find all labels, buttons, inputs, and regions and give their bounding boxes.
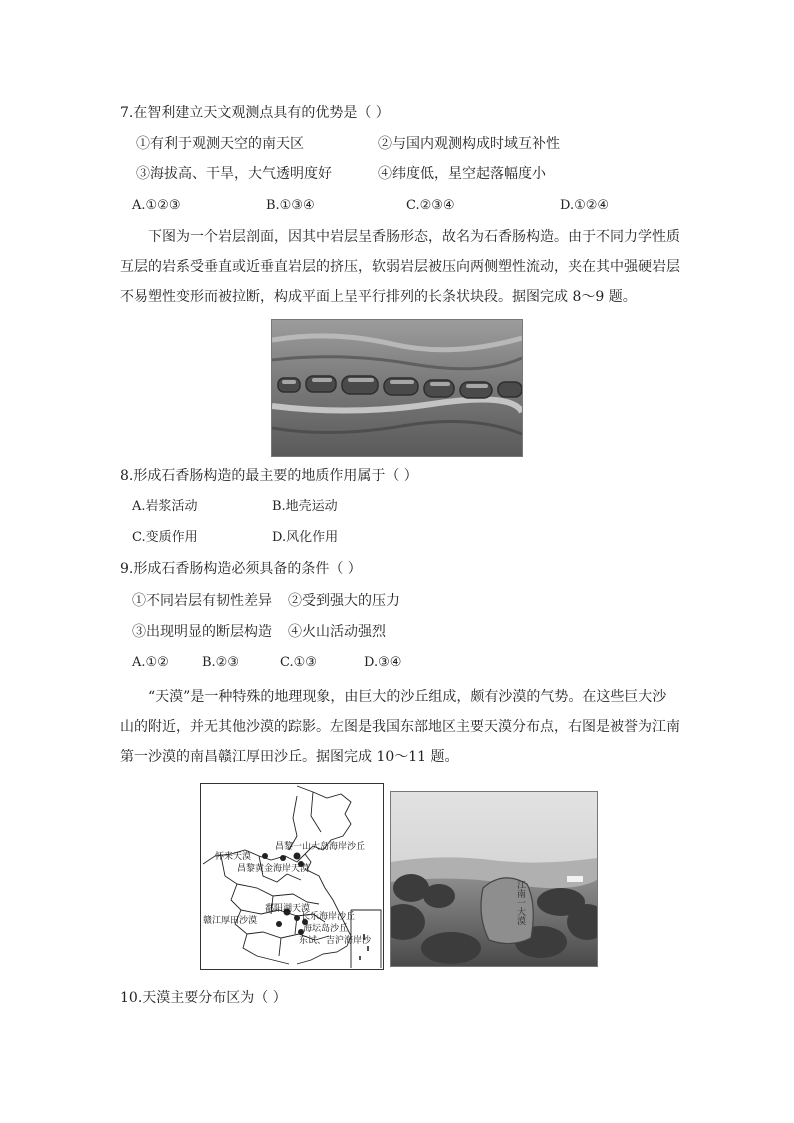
map-label-huailai: 怀来天漠 xyxy=(215,852,252,862)
question-9-choice-a: A.①② xyxy=(132,655,169,670)
question-7-stem: 7.在智利建立天文观测点具有的优势是（ ） xyxy=(120,105,390,121)
question-9-stem: 9.形成石香肠构造必须具备的条件（ ） xyxy=(120,561,362,577)
question-9-statement-1: ①不同岩层有韧性差异 xyxy=(132,593,272,609)
question-8-choice-b: B.地壳运动 xyxy=(272,499,338,514)
tianmo-distribution-map xyxy=(200,783,384,970)
map-label-haitan: 海坛岛沙丘 xyxy=(303,924,349,934)
boudinage-rock-photo xyxy=(271,319,523,457)
question-10-stem: 10.天漠主要分布区为（ ） xyxy=(120,990,287,1006)
map-label-houtian: 赣江厚田沙漠 xyxy=(203,916,258,926)
intro-paragraph-boudinage: 下图为一个岩层剖面，因其中岩层呈香肠形态，故名为石香肠构造。由于不同力学性质互层的岩系受垂直或近垂直岩层的挤压，软弱岩层被压向两侧塑性流动，夹在其中强硬岩层不易塑性变形而被拉断，构成平面上呈平行排列的长条状块段。据图完成 8～9 题。 xyxy=(120,229,680,305)
question-8-choice-c: C.变质作用 xyxy=(132,530,198,545)
intro-paragraph-tianmo: “天漠”是一种特殊的地理现象，由巨大的沙丘组成，颇有沙漠的气势。在这些巨大沙山的附近，并无其他沙漠的踪影。左图是我国东部地区主要天漠分布点，右图是被誉为江南第一沙漠的南昌赣江厚田沙丘。据图完成 10～11 题。 xyxy=(120,689,680,765)
question-7-choice-c: C.②③④ xyxy=(406,198,455,213)
question-9-statement-2: ②受到强大的压力 xyxy=(288,593,400,609)
question-7-statement-1: ①有利于观测天空的南天区 xyxy=(136,136,304,152)
houtian-dune-photo xyxy=(390,791,598,967)
map-label-coastal: 东试、吉沪海岸沙 xyxy=(299,936,372,946)
map-label-changle: 长乐海岸沙丘 xyxy=(301,912,356,922)
question-9-statement-4: ④火山活动强烈 xyxy=(288,624,386,640)
question-9-statement-3: ③出现明显的断层构造 xyxy=(132,624,272,640)
question-7-statement-4: ④纬度低，星空起落幅度小 xyxy=(378,166,546,182)
question-9-choice-c: C.①③ xyxy=(280,655,317,670)
question-8-choice-d: D.风化作用 xyxy=(272,530,339,545)
stone-carving-text: 江南一大漠 xyxy=(515,880,525,925)
question-8-stem: 8.形成石香肠构造的最主要的地质作用属于（ ） xyxy=(120,468,418,484)
question-8-choice-a: A.岩浆活动 xyxy=(132,499,198,514)
map-label-changli: 昌黎黄金海岸天漠 xyxy=(237,864,310,874)
question-9-choice-b: B.②③ xyxy=(202,655,239,670)
question-9-choice-d: D.③④ xyxy=(364,655,402,670)
map-label-poyang: 鄱阳湖天漠 xyxy=(265,904,311,914)
question-7-choice-b: B.①③④ xyxy=(266,198,315,213)
map-label-shanhaiguan: 昌黎一山大岛海岸沙丘 xyxy=(275,842,366,852)
question-7-choice-a: A.①②③ xyxy=(132,198,181,213)
question-7-choice-d: D.①②④ xyxy=(560,198,610,213)
question-7-statement-3: ③海拔高、干旱，大气透明度好 xyxy=(136,166,332,182)
question-7-statement-2: ②与国内观测构成时域互补性 xyxy=(378,136,560,152)
